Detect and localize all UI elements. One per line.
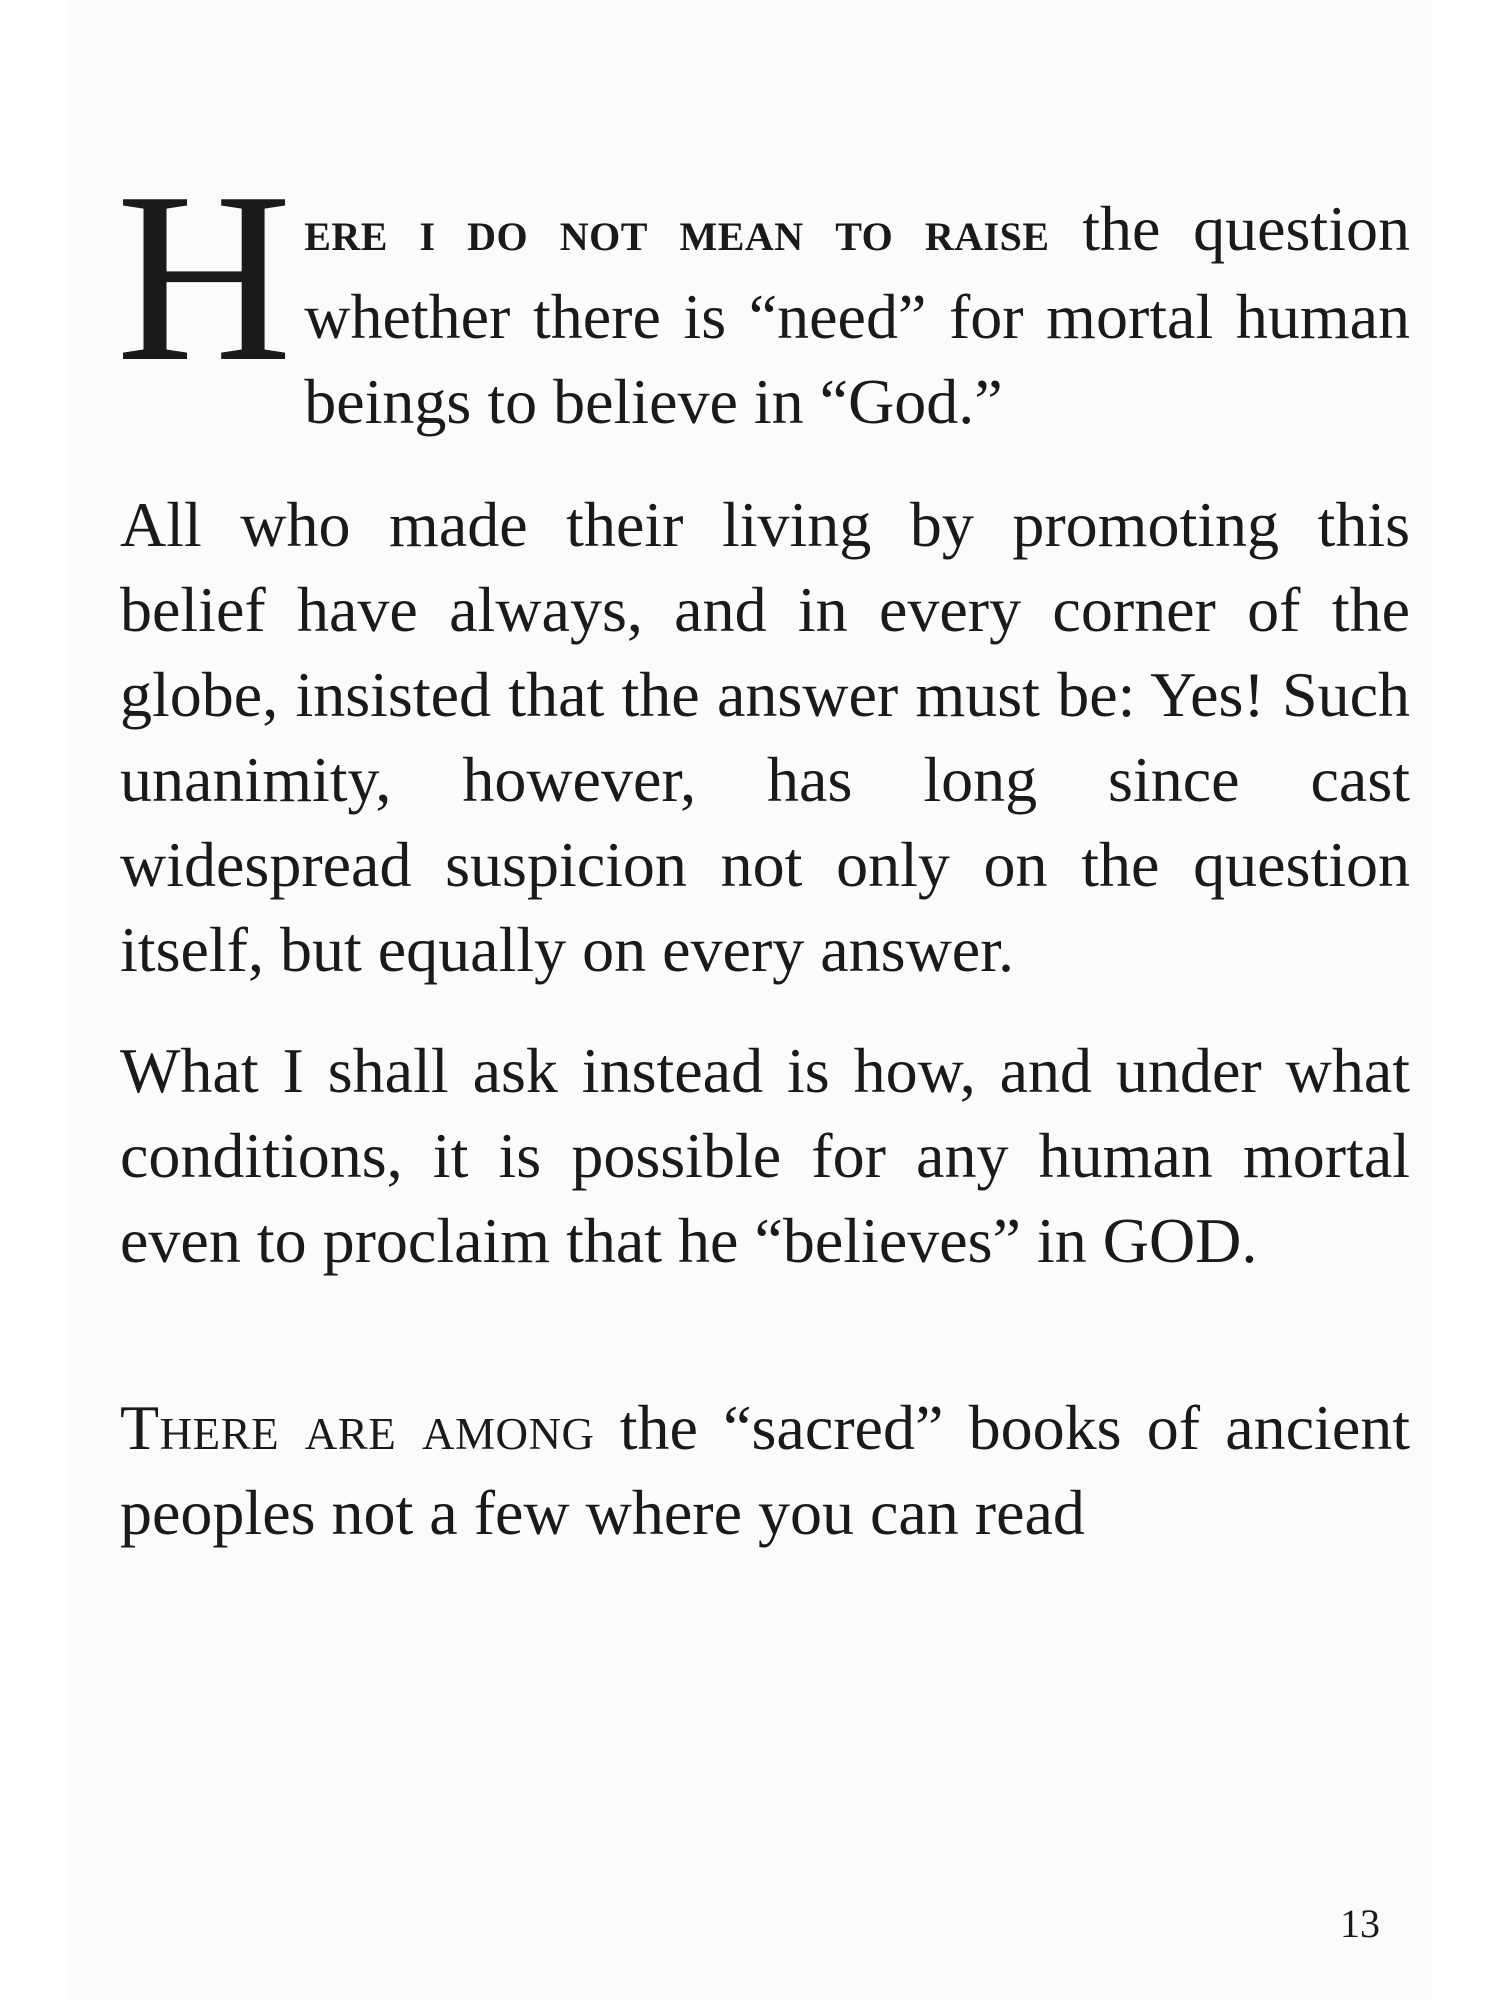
paragraph-3 xyxy=(120,1028,1410,1283)
paragraph-2 xyxy=(120,482,1410,992)
lead-in-small-caps: There are among xyxy=(120,1392,595,1463)
drop-cap: H xyxy=(116,142,293,412)
body-text xyxy=(116,142,1411,1555)
paragraph-3-text: What I shall ask instead is how, and under what conditions, it is possible for any human mortal even to proclaim that he “believes” in GOD. xyxy=(120,1035,1410,1276)
paragraph-1 xyxy=(116,142,1410,444)
paragraph-4-text: the “sacred” books of ancient peoples not a few where you can read xyxy=(120,1392,1411,1548)
paragraph-2-text: All who made their living by promoting this belief have always, and in every corner of the globe, insisted that the answer must be: Yes! Such unanimity, however, has long since cast widespread suspicion not only on the question itself, but equally on every answer. xyxy=(120,489,1410,985)
page-number: 13 xyxy=(1340,1901,1380,1946)
paragraph-4 xyxy=(120,1385,1410,1555)
lead-in-small-caps: ere i do not mean to raise xyxy=(304,200,1050,263)
paragraph-1-text: the question whether there is “need” for mortal human beings to believe in “God.” xyxy=(304,193,1410,437)
